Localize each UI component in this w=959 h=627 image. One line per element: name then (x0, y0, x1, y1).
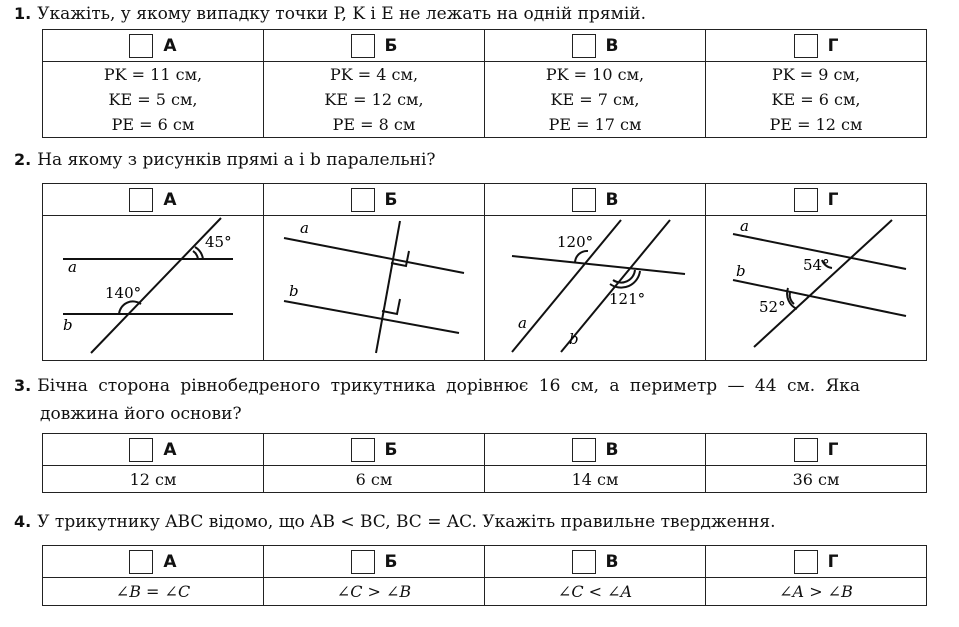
question-3-title (14, 376, 860, 396)
label-b: b (289, 282, 299, 300)
option-g-value: 36 см (706, 466, 927, 493)
option-a-header[interactable] (43, 30, 264, 62)
option-letter: Г (827, 35, 839, 56)
question-2-title (14, 150, 436, 170)
question-number: 4. (14, 512, 32, 531)
option-letter: Г (827, 439, 839, 460)
option-letter: А (163, 35, 177, 56)
value-line: KE = 7 см, (550, 90, 640, 109)
option-g-value (706, 62, 927, 138)
option-a-header[interactable] (43, 184, 264, 216)
option-letter: А (163, 439, 177, 460)
question-text: На якому з рисунків прямі a і b паралельні? (37, 150, 436, 170)
label-a: a (300, 219, 309, 237)
answer-checkbox[interactable] (572, 550, 596, 574)
question-4-title (14, 512, 776, 532)
option-letter: Б (384, 35, 398, 56)
option-letter: Г (827, 189, 839, 210)
option-g-header[interactable] (706, 30, 927, 62)
option-letter: В (605, 35, 619, 56)
option-v-header[interactable] (485, 546, 706, 578)
value-line: PE = 8 см (332, 115, 416, 134)
answer-checkbox[interactable] (572, 34, 596, 58)
option-g-figure (706, 216, 927, 361)
question-number: 2. (14, 150, 32, 169)
option-v-header[interactable] (485, 184, 706, 216)
option-b-value (264, 62, 485, 138)
value-line: PE = 17 см (548, 115, 642, 134)
option-b-value: 6 см (264, 466, 485, 493)
answer-checkbox[interactable] (351, 550, 375, 574)
angle-label: 120° (557, 233, 594, 251)
option-letter: Б (384, 189, 398, 210)
line-a (284, 238, 464, 273)
answer-checkbox[interactable] (572, 438, 596, 462)
label-a: a (518, 314, 527, 332)
question-3-options-table (42, 433, 927, 493)
value-line: KE = 6 см, (771, 90, 861, 109)
option-v-header[interactable] (485, 30, 706, 62)
label-a: a (68, 258, 77, 276)
answer-checkbox[interactable] (794, 188, 818, 212)
answer-checkbox[interactable] (794, 550, 818, 574)
question-1-options-table (42, 29, 927, 138)
label-b: b (569, 330, 579, 348)
line-b (284, 301, 459, 333)
question-number: 1. (14, 4, 32, 23)
figure-a-diagram (43, 216, 264, 356)
answer-checkbox[interactable] (129, 34, 153, 58)
transversal-line (754, 220, 892, 347)
option-letter: Б (384, 551, 398, 572)
question-3-text-continued: довжина його основи? (40, 404, 242, 424)
option-g-header[interactable] (706, 434, 927, 466)
answer-checkbox[interactable] (129, 188, 153, 212)
option-a-header[interactable] (43, 546, 264, 578)
answer-checkbox[interactable] (351, 34, 375, 58)
option-a-figure (43, 216, 264, 361)
value-line: PK = 9 см, (771, 65, 861, 84)
value-line: KE = 5 см, (108, 90, 198, 109)
question-1-title (14, 4, 646, 24)
angle-label: 121° (609, 290, 646, 308)
answer-checkbox[interactable] (129, 550, 153, 574)
question-text: Укажіть, у якому випадку точки P, K і E не лежать на одній прямій. (37, 4, 646, 24)
transversal-line (512, 256, 685, 274)
option-g-value: ∠A > ∠B (706, 578, 927, 606)
option-g-header[interactable] (706, 546, 927, 578)
option-b-header[interactable] (264, 184, 485, 216)
option-b-value: ∠C > ∠B (264, 578, 485, 606)
option-letter: В (605, 551, 619, 572)
option-letter: В (605, 189, 619, 210)
question-text: У трикутнику ABC відомо, що AB < BC, BC = AC. Укажіть правильне твердження. (37, 512, 776, 532)
question-number: 3. (14, 376, 32, 395)
option-letter: В (605, 439, 619, 460)
value-line: PE = 6 см (111, 115, 195, 134)
answer-checkbox[interactable] (351, 188, 375, 212)
answer-checkbox[interactable] (794, 438, 818, 462)
transversal-line (376, 221, 400, 353)
option-v-header[interactable] (485, 434, 706, 466)
question-text: Бічна сторона рівнобедреного трикутника дорівнює 16 см, а периметр — 44 см. Яка (37, 376, 860, 396)
option-v-value: 14 см (485, 466, 706, 493)
option-v-value: ∠C < ∠A (485, 578, 706, 606)
option-v-figure (485, 216, 706, 361)
figure-v-diagram (485, 216, 706, 356)
value-line: PE = 12 см (769, 115, 863, 134)
angle-label: 45° (205, 233, 232, 251)
option-letter: Г (827, 551, 839, 572)
label-b: b (63, 316, 73, 334)
option-a-header[interactable] (43, 434, 264, 466)
option-letter: А (163, 189, 177, 210)
answer-checkbox[interactable] (572, 188, 596, 212)
option-g-header[interactable] (706, 184, 927, 216)
figure-b-diagram (264, 216, 485, 356)
question-4-options-table (42, 545, 927, 606)
answer-checkbox[interactable] (794, 34, 818, 58)
option-letter: А (163, 551, 177, 572)
option-a-value: 12 см (43, 466, 264, 493)
option-b-header[interactable] (264, 434, 485, 466)
answer-checkbox[interactable] (351, 438, 375, 462)
angle-label: 54° (803, 256, 830, 274)
figure-g-diagram (706, 216, 927, 356)
angle-arc (193, 251, 198, 259)
option-b-figure (264, 216, 485, 361)
question-2-options-table (42, 183, 927, 361)
option-letter: Б (384, 439, 398, 460)
angle-label: 140° (105, 284, 142, 302)
label-b: b (736, 262, 746, 280)
value-line: PK = 10 см, (545, 65, 645, 84)
option-a-value: ∠B = ∠C (43, 578, 264, 606)
answer-checkbox[interactable] (129, 438, 153, 462)
option-a-value (43, 62, 264, 138)
option-b-header[interactable] (264, 546, 485, 578)
value-line: KE = 12 см, (324, 90, 424, 109)
option-v-value (485, 62, 706, 138)
label-a: a (740, 217, 749, 235)
value-line: PK = 11 см, (103, 65, 203, 84)
angle-label: 52° (759, 298, 786, 316)
value-line: PK = 4 см, (329, 65, 419, 84)
option-b-header[interactable] (264, 30, 485, 62)
